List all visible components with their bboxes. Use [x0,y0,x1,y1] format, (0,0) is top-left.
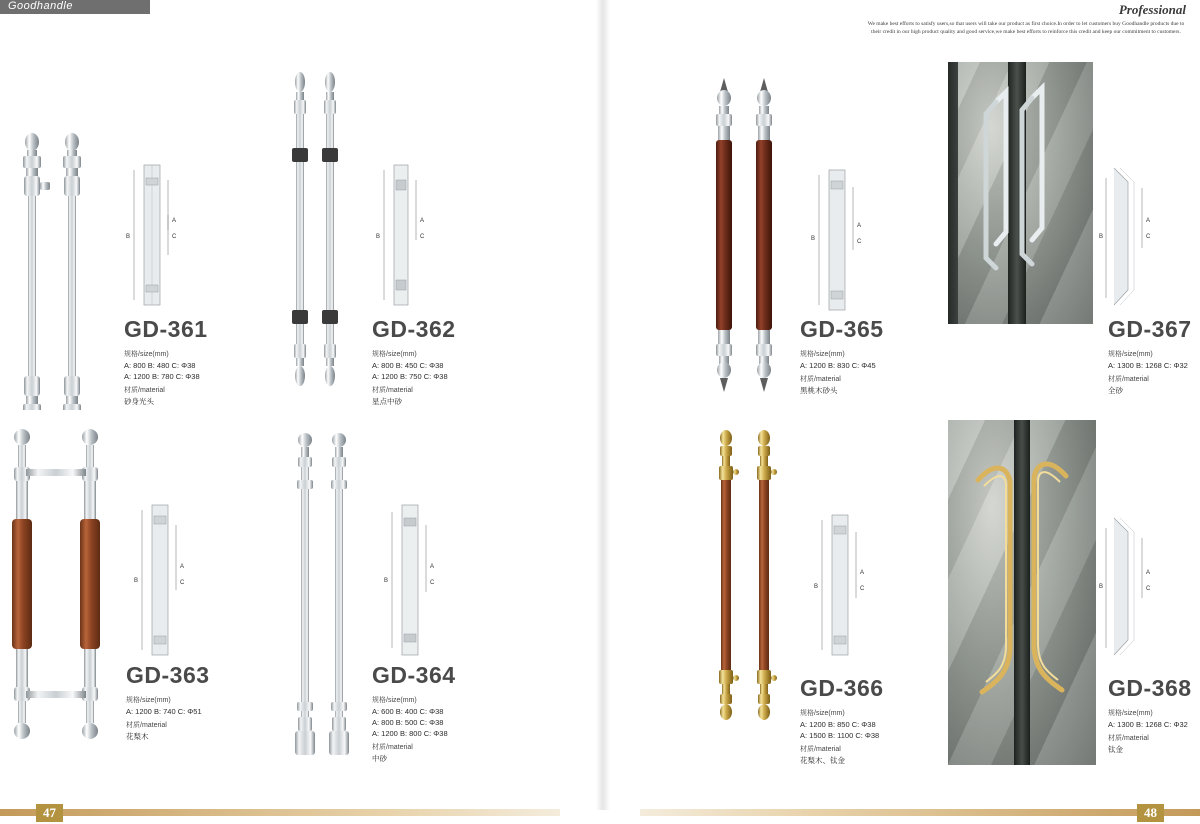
product-code: GD-366 [800,675,884,701]
svg-text:B: B [1099,234,1104,240]
svg-text:C: C [180,580,185,586]
product-label-gd-367 [1108,316,1192,396]
product-code: GD-361 [124,316,208,342]
material-value: 花梨木 [126,732,149,741]
material-header: 材质/material [124,387,165,394]
size-row: A: 800 B: 500 C: Φ38 [372,718,444,727]
page-footer [0,798,1200,824]
svg-text:A: A [860,570,865,576]
size-row: A: 600 B: 400 C: Φ38 [372,707,444,716]
technical-drawing-gd-368 [1098,510,1188,660]
professional-title: Professional [1118,2,1186,17]
product-gd-363 [0,415,140,755]
material-value: 全砂 [1108,386,1123,395]
size-row: A: 1200 B: 850 C: Φ38 [800,720,876,729]
svg-text:B: B [1099,584,1104,590]
footer-bar-right [640,809,1200,816]
size-row: A: 1200 B: 830 C: Φ45 [800,361,876,370]
size-row: A: 1200 B: 800 C: Φ38 [372,729,448,738]
page-number-left: 47 [36,804,63,822]
size-row: A: 1200 B: 780 C: Φ38 [124,372,200,381]
svg-text:B: B [811,236,816,242]
product-label-gd-364 [372,662,456,764]
handle-illustration-gd-363 [0,415,140,755]
technical-drawing-gd-361 [120,160,210,310]
material-header: 材质/material [1108,735,1149,742]
product-photo-gd-367 [948,62,1093,324]
svg-text:C: C [860,586,865,592]
technical-drawing-gd-365 [805,165,895,315]
size-header: 规格/size(mm) [124,351,169,358]
product-label-gd-363 [126,662,210,742]
size-row: A: 800 B: 450 C: Φ38 [372,361,444,370]
material-value: 花梨木、钛金 [800,756,845,765]
svg-text:B: B [384,578,389,584]
size-row: A: 1300 B: 1268 C: Φ32 [1108,361,1188,370]
technical-drawing-gd-364 [378,500,468,660]
professional-paragraph: We make best efforts to satisfy users,so that users will take our product as first choice.In order to let customers buy Goodhandle products due to their credit in our high product quality and good service,we make best efforts to reinforce this credit and keep our commitment to customers. [867,21,1185,35]
brand-logo [0,0,150,14]
svg-text:C: C [430,580,435,586]
product-label-gd-362 [372,316,456,407]
product-label-gd-368 [1108,675,1192,755]
material-header: 材质/material [1108,376,1149,383]
svg-text:A: A [172,218,177,224]
product-photo-gd-368 [948,420,1096,765]
svg-text:B: B [376,234,381,240]
svg-text:B: B [126,234,131,240]
page-gutter [596,0,610,810]
product-label-gd-366 [800,675,884,766]
svg-text:A: A [1146,218,1151,224]
material-header: 材质/material [800,376,841,383]
material-value: 星点中砂 [372,397,402,406]
technical-drawing-gd-367 [1098,160,1188,310]
size-header: 规格/size(mm) [126,697,171,704]
product-code: GD-368 [1108,675,1192,701]
material-value: 黑桃木砂头 [800,386,838,395]
svg-text:C: C [1146,234,1151,240]
size-row: A: 1200 B: 740 C: Φ51 [126,707,202,716]
material-value: 钛金 [1108,745,1123,754]
svg-text:A: A [420,218,425,224]
size-header: 规格/size(mm) [1108,351,1153,358]
page-number-right: 48 [1137,804,1164,822]
size-header: 规格/size(mm) [1108,710,1153,717]
product-code: GD-364 [372,662,456,688]
footer-bar-left [0,809,560,816]
material-value: 中砂 [372,754,387,763]
svg-text:A: A [430,564,435,570]
svg-text:C: C [172,234,177,240]
technical-drawing-gd-366 [808,510,898,660]
svg-text:B: B [134,578,139,584]
size-row: A: 1500 B: 1100 C: Φ38 [800,731,880,740]
product-code: GD-362 [372,316,456,342]
product-label-gd-361 [124,316,208,407]
size-header: 规格/size(mm) [800,710,845,717]
svg-text:C: C [420,234,425,240]
material-header: 材质/material [372,744,413,751]
material-value: 砂身光头 [124,397,154,406]
size-row: A: 1300 B: 1268 C: Φ32 [1108,720,1188,729]
size-row: A: 800 B: 480 C: Φ38 [124,361,196,370]
svg-text:A: A [1146,570,1151,576]
product-code: GD-363 [126,662,210,688]
svg-text:A: A [180,564,185,570]
svg-text:C: C [1146,586,1151,592]
size-header: 规格/size(mm) [800,351,845,358]
technical-drawing-gd-363 [128,500,218,660]
technical-drawing-gd-362 [370,160,460,310]
svg-text:C: C [857,239,862,245]
material-header: 材质/material [126,722,167,729]
svg-text:A: A [857,223,862,229]
svg-text:B: B [814,584,819,590]
handle-overlay-gd-368 [948,420,1096,765]
material-header: 材质/material [372,387,413,394]
size-header: 规格/size(mm) [372,351,417,358]
product-code: GD-365 [800,316,884,342]
handle-overlay-gd-367 [948,62,1093,324]
product-code: GD-367 [1108,316,1192,342]
size-row: A: 1200 B: 750 C: Φ38 [372,372,448,381]
material-header: 材质/material [800,746,841,753]
brand-logo-text: Goodhandle [8,0,73,12]
size-header: 规格/size(mm) [372,697,417,704]
product-label-gd-365 [800,316,884,396]
